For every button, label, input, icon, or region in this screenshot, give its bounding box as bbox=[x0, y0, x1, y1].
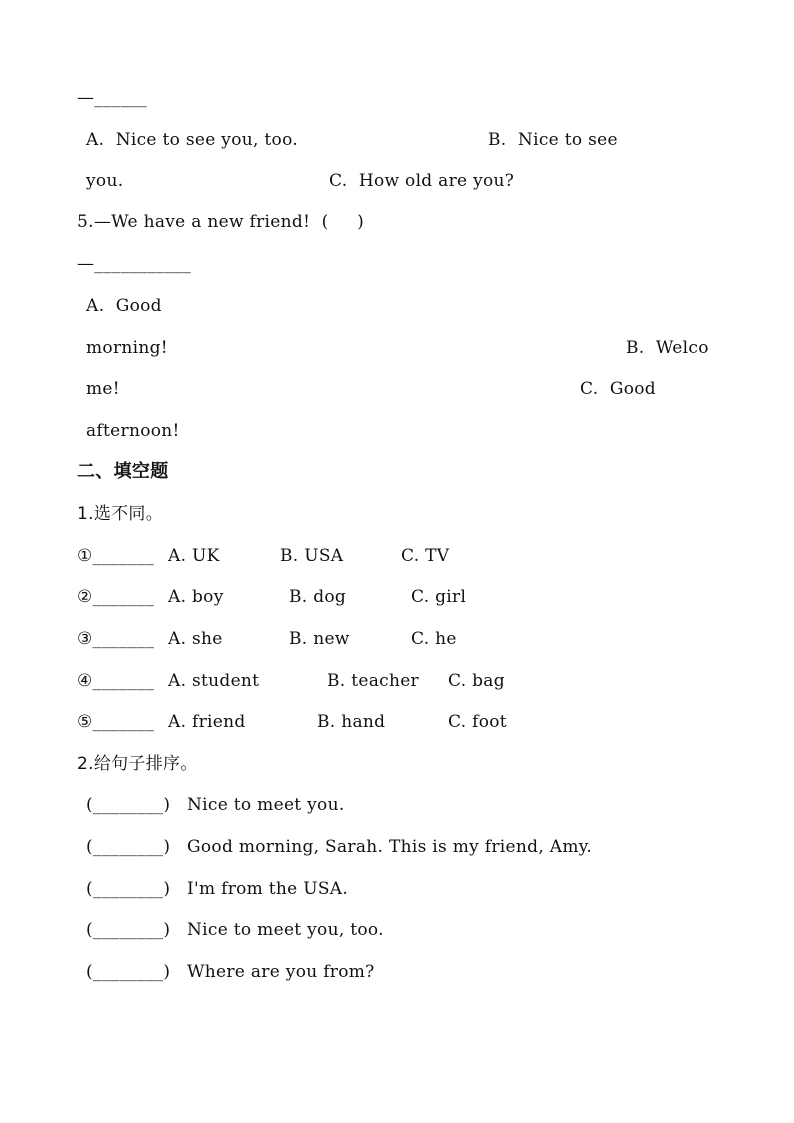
row-number-blank: ②_______ bbox=[77, 587, 155, 607]
section-heading: 二、填空题 bbox=[77, 461, 169, 482]
sentence-text: I'm from the USA. bbox=[187, 879, 349, 899]
q5-prompt: 5.—We have a new friend! ( ) bbox=[77, 212, 364, 232]
option-b: B. dog bbox=[289, 587, 347, 607]
q5-option-a-continued: morning! bbox=[86, 338, 168, 358]
order-blank: (________) bbox=[86, 879, 171, 899]
option-a: A. boy bbox=[168, 587, 224, 607]
q4-option-b-continued: you. bbox=[86, 171, 124, 191]
q5-option-c-continued: afternoon! bbox=[86, 421, 180, 441]
row-number-blank: ④_______ bbox=[77, 671, 155, 691]
q5-option-b-continued: me! bbox=[86, 379, 120, 399]
option-c: C. girl bbox=[411, 587, 467, 607]
option-b: B. new bbox=[289, 629, 350, 649]
option-c: C. he bbox=[411, 629, 457, 649]
option-b: B. USA bbox=[280, 546, 344, 566]
q4-option-a: A. Nice to see you, too. bbox=[86, 130, 299, 150]
sentence-text: Where are you from? bbox=[187, 962, 375, 982]
option-a: A. friend bbox=[168, 712, 246, 732]
sentence-text: Nice to meet you. bbox=[187, 795, 345, 815]
option-b: B. teacher bbox=[327, 671, 419, 691]
row-number-blank: ①_______ bbox=[77, 546, 155, 566]
sentence-text: Good morning, Sarah. This is my friend, Amy. bbox=[187, 837, 593, 857]
option-a: A. UK bbox=[168, 546, 220, 566]
order-blank: (________) bbox=[86, 837, 171, 857]
option-a: A. student bbox=[168, 671, 260, 691]
q5-option-b: B. Welco bbox=[626, 338, 709, 358]
option-c: C. TV bbox=[401, 546, 450, 566]
option-a: A. she bbox=[168, 629, 223, 649]
q1-title: 1.选不同。 bbox=[77, 504, 164, 524]
option-c: C. bag bbox=[448, 671, 505, 691]
q5-option-a: A. Good bbox=[86, 296, 162, 316]
q4-option-b: B. Nice to see bbox=[488, 130, 618, 150]
sentence-text: Nice to meet you, too. bbox=[187, 920, 384, 940]
q2-title: 2.给句子排序。 bbox=[77, 754, 198, 774]
order-blank: (________) bbox=[86, 795, 171, 815]
q4-answer-blank: —______ bbox=[77, 88, 148, 108]
q5-answer-blank: —___________ bbox=[77, 254, 192, 274]
row-number-blank: ③_______ bbox=[77, 629, 155, 649]
order-blank: (________) bbox=[86, 920, 171, 940]
order-blank: (________) bbox=[86, 962, 171, 982]
row-number-blank: ⑤_______ bbox=[77, 712, 155, 732]
option-b: B. hand bbox=[317, 712, 386, 732]
q4-option-c: C. How old are you? bbox=[329, 171, 515, 191]
option-c: C. foot bbox=[448, 712, 507, 732]
q5-option-c: C. Good bbox=[580, 379, 656, 399]
